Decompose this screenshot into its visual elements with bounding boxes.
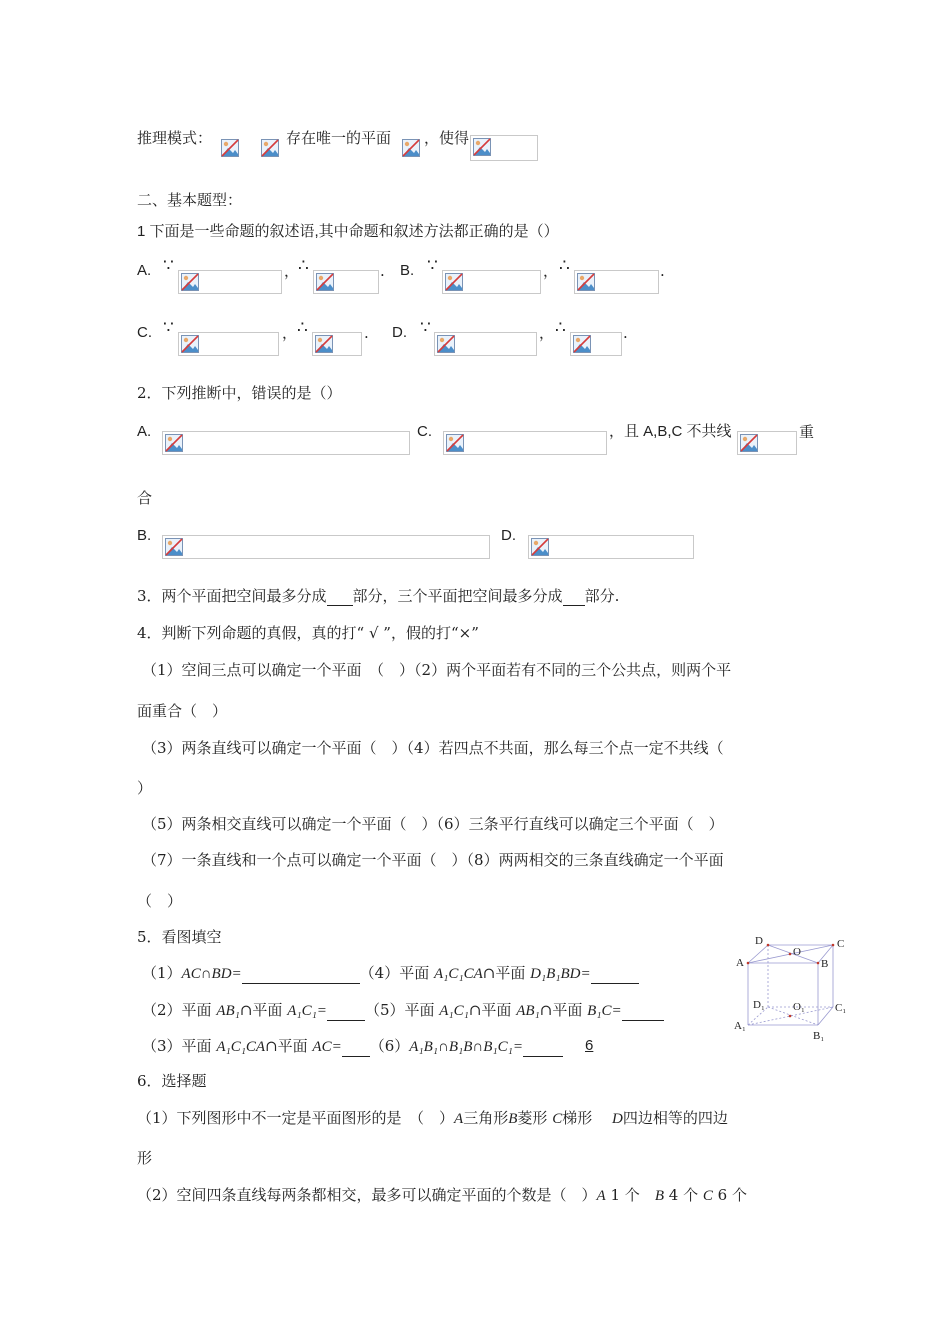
therefore-symbol: ∴ xyxy=(555,318,566,338)
because-symbol: ∵ xyxy=(427,256,438,276)
vertex xyxy=(817,962,820,965)
question-5-row-2 xyxy=(142,1000,664,1021)
math-text: B₁C= xyxy=(587,1003,622,1019)
formula-image xyxy=(312,332,362,356)
text: 3．两个平面把空间最多分成 xyxy=(137,587,327,605)
option-a-label: A. xyxy=(137,262,152,279)
text: 部分，三个平面把空间最多分成 xyxy=(352,587,563,605)
broken-image-icon xyxy=(437,335,455,353)
math-text: A₁C₁CA xyxy=(433,966,483,982)
broken-image-icon xyxy=(402,139,420,157)
option-d-label: D. xyxy=(392,324,407,341)
label-a1: A₁ xyxy=(734,1020,746,1032)
vertex xyxy=(789,1015,792,1018)
option-label: C xyxy=(702,1188,713,1204)
broken-image-icon xyxy=(165,434,183,452)
text: ，且 A,B,C 不共线 xyxy=(609,423,732,440)
label-c1: C₁ xyxy=(835,1002,847,1014)
text: 1 个 xyxy=(610,1186,640,1204)
option-label: D xyxy=(612,1111,623,1127)
cube-figure xyxy=(728,933,853,1043)
text: 梯形 xyxy=(562,1109,593,1127)
option-label: A xyxy=(454,1111,464,1127)
option-b-label: B. xyxy=(400,262,415,279)
option-label: B xyxy=(508,1111,518,1127)
option-label: B xyxy=(654,1188,664,1204)
period: . xyxy=(364,324,369,342)
math-text: AC= xyxy=(312,1039,342,1055)
math-text: A₁C₁CA xyxy=(216,1039,266,1055)
text: ∩平面 xyxy=(265,1037,313,1055)
option-c-label: C. xyxy=(417,423,432,440)
question-4-line: （5）两条相交直线可以确定一个平面（ ）（6）三条平行直线可以确定三个平面（ ） xyxy=(142,815,724,833)
vertex xyxy=(767,944,770,947)
text: ∩平面 xyxy=(539,1001,588,1019)
broken-image-icon xyxy=(181,335,199,353)
reasoning-mode-line xyxy=(137,128,212,148)
broken-image-icon xyxy=(445,273,463,291)
formula-image xyxy=(443,431,607,455)
text: （2）空间四条直线每两条都相交，最多可以确定平面的个数是（ ） xyxy=(137,1186,597,1204)
broken-image-icon xyxy=(446,434,464,452)
math-text: AC∩BD= xyxy=(181,966,242,982)
broken-image-icon xyxy=(473,138,491,156)
label-b1: B₁ xyxy=(813,1030,825,1042)
question-4-line: （1）空间三点可以确定一个平面 （ ）（2）两个平面若有不同的三个公共点，则两个平 xyxy=(142,661,732,679)
label-d1: D₁ xyxy=(753,999,765,1011)
vertex xyxy=(789,953,792,956)
question-3 xyxy=(137,586,619,606)
formula-image xyxy=(434,332,537,356)
formula-image xyxy=(737,431,797,455)
answer-blank[interactable] xyxy=(327,589,353,606)
question-4-line: ） xyxy=(137,779,153,797)
option-a-label: A. xyxy=(137,423,152,440)
broken-image-icon xyxy=(573,335,591,353)
text: 部分. xyxy=(584,587,620,605)
because-symbol: ∵ xyxy=(163,256,174,276)
label-c: C xyxy=(837,938,845,950)
question-6-1-wrap: 形 xyxy=(137,1149,153,1167)
broken-image-icon xyxy=(315,335,333,353)
formula-image xyxy=(178,332,279,356)
label-b: B xyxy=(821,958,829,970)
text: 菱形 xyxy=(517,1109,548,1127)
text: （3）平面 xyxy=(142,1037,217,1055)
period: . xyxy=(623,324,628,342)
formula-image xyxy=(442,270,541,294)
option-b-label: B. xyxy=(137,527,152,544)
because-symbol: ∵ xyxy=(420,318,431,338)
answer-blank[interactable] xyxy=(523,1040,563,1057)
answer-blank[interactable] xyxy=(327,1004,365,1021)
question-4-line: （3）两条直线可以确定一个平面（ ）（4）若四点不共面，那么每三个点一定不共线（ xyxy=(142,739,724,757)
formula-image xyxy=(259,137,285,161)
formula-image xyxy=(400,137,424,161)
formula-image xyxy=(528,535,694,559)
formula-image xyxy=(219,137,261,161)
text: 重 xyxy=(799,423,815,441)
therefore-symbol: ∴ xyxy=(298,256,309,276)
label-o1: O₁ xyxy=(793,1001,805,1013)
text: （6） xyxy=(369,1037,410,1055)
math-text: AB₁ xyxy=(216,1003,240,1019)
comma: ， xyxy=(284,262,300,280)
question-4-stem: 4．判断下列命题的真假，真的打“ √ ”，假的打“×” xyxy=(137,624,479,642)
broken-image-icon xyxy=(165,538,183,556)
text: 4 个 xyxy=(668,1186,699,1204)
broken-image-icon xyxy=(316,273,334,291)
vertex xyxy=(747,962,750,965)
broken-image-icon xyxy=(221,139,239,157)
question-6-1 xyxy=(137,1108,728,1129)
text: ∩平面 xyxy=(482,964,531,982)
text: 6 个 xyxy=(717,1186,747,1204)
edge xyxy=(748,945,768,963)
text: 三角形 xyxy=(463,1109,509,1127)
broken-image-icon xyxy=(261,139,279,157)
formula-image xyxy=(570,332,622,356)
question-4-line: 面重合（ ） xyxy=(137,702,228,720)
option-c-label: C. xyxy=(137,324,152,341)
label-a: A xyxy=(736,957,744,969)
text: （1）下列图形中不一定是平面图形的是 （ ） xyxy=(137,1109,455,1127)
answer-blank[interactable] xyxy=(591,967,639,984)
text: 推理模式： xyxy=(137,129,213,147)
because-symbol: ∵ xyxy=(163,318,174,338)
math-text: A₁C₁= xyxy=(287,1003,327,1019)
option-label: C xyxy=(552,1111,563,1127)
period: . xyxy=(380,262,385,280)
text: ∩平面 xyxy=(468,1001,517,1019)
broken-image-icon xyxy=(181,273,199,291)
math-text: D₁B₁BD= xyxy=(530,966,591,982)
question-5-row-3 xyxy=(142,1036,563,1057)
comma: ， xyxy=(282,324,298,342)
comma: ， xyxy=(539,324,555,342)
section-heading: 二、基本题型： xyxy=(137,191,243,209)
label-d: D xyxy=(755,935,763,947)
math-text: AB₁ xyxy=(516,1003,540,1019)
formula-image xyxy=(313,270,379,294)
formula-image xyxy=(162,535,490,559)
therefore-symbol: ∴ xyxy=(297,318,308,338)
question-5-stem: 5．看图填空 xyxy=(137,928,222,946)
text: ，使得 xyxy=(424,129,470,147)
question-6-stem: 6．选择题 xyxy=(137,1072,207,1090)
therefore-symbol: ∴ xyxy=(559,256,570,276)
broken-image-icon xyxy=(531,538,549,556)
math-text: A₁C₁ xyxy=(439,1003,469,1019)
answer-blank[interactable] xyxy=(563,589,585,606)
broken-image-icon xyxy=(577,273,595,291)
formula-image xyxy=(162,431,410,455)
page-number: 6 xyxy=(585,1037,594,1054)
math-text: A₁B₁∩B₁B∩B₁C₁= xyxy=(409,1039,523,1055)
question-1-stem: 1 下面是一些命题的叙述语,其中命题和叙述方法都正确的是（） xyxy=(137,223,559,240)
question-4-line: （ ） xyxy=(137,892,183,910)
formula-image xyxy=(574,270,659,294)
period: . xyxy=(660,262,665,280)
question-5-row-1 xyxy=(142,963,639,984)
comma: ， xyxy=(543,262,559,280)
text: （1） xyxy=(142,964,182,982)
text: （5）平面 xyxy=(364,1001,440,1019)
text: ∩平面 xyxy=(239,1001,288,1019)
question-6-2 xyxy=(137,1185,747,1206)
answer-blank[interactable] xyxy=(342,1040,370,1057)
option-label: A xyxy=(596,1188,606,1204)
text: 存在唯一的平面 xyxy=(286,129,392,147)
text: 四边相等的四边 xyxy=(622,1109,728,1127)
question-4-line: （7）一条直线和一个点可以确定一个平面（ ）（8）两两相交的三条直线确定一个平面 xyxy=(142,851,724,869)
formula-image xyxy=(178,270,282,294)
option-d-label: D. xyxy=(501,527,516,544)
answer-blank[interactable] xyxy=(242,967,360,984)
text: （2）平面 xyxy=(142,1001,217,1019)
vertex xyxy=(832,944,835,947)
text: 合 xyxy=(137,489,153,507)
question-2-stem: 2．下列推断中，错误的是（） xyxy=(137,384,342,402)
label-o: O xyxy=(793,946,801,958)
text: （4）平面 xyxy=(359,964,434,982)
broken-image-icon xyxy=(740,434,758,452)
answer-blank[interactable] xyxy=(622,1004,664,1021)
formula-image xyxy=(470,135,538,161)
